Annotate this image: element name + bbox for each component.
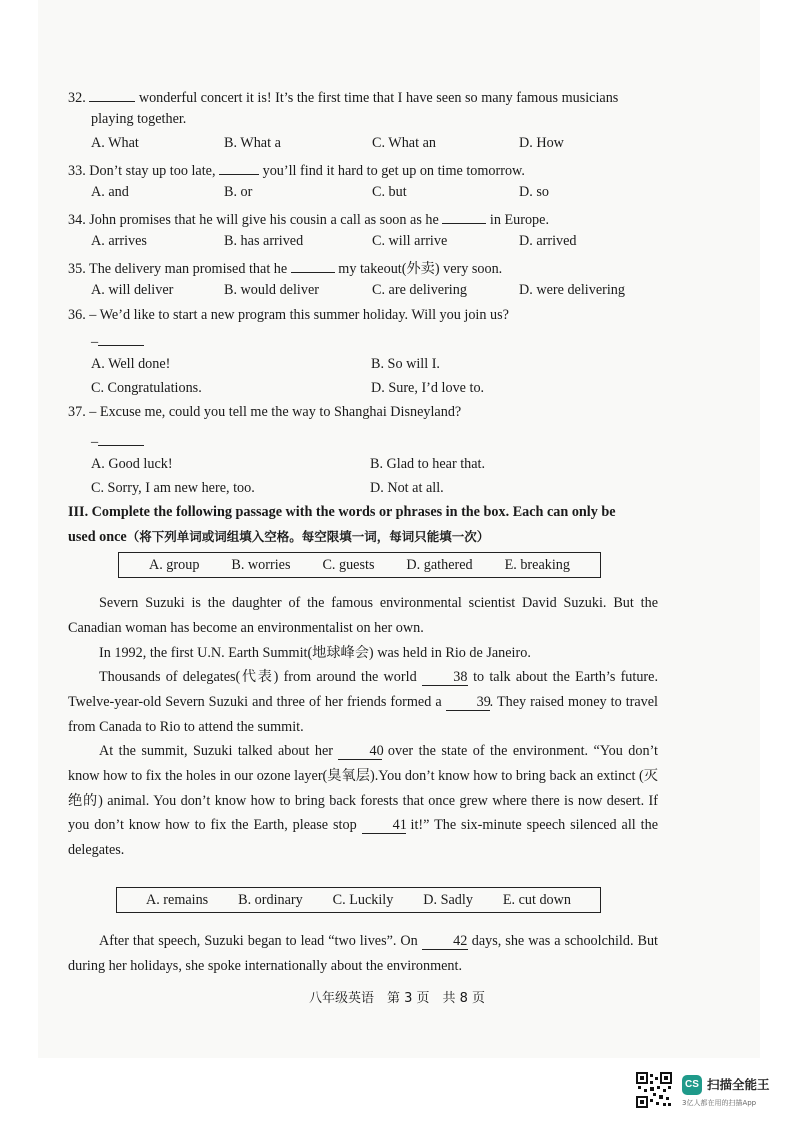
word-option: C. Luckily	[332, 891, 394, 908]
option-b: B. has arrived	[224, 233, 304, 249]
option-b: B. would deliver	[224, 282, 319, 298]
question-number: 33.	[68, 163, 86, 179]
question-number: 34.	[68, 212, 86, 228]
question-text: my takeout(外卖) very soon.	[334, 261, 503, 277]
option-a: A. Good luck!	[91, 456, 173, 472]
word-option: B. ordinary	[238, 891, 303, 908]
passage-text: . They raised money to travel from Canada to Rio to attend the summit.	[68, 693, 658, 735]
question-36	[68, 306, 509, 324]
blank-38: 38	[422, 670, 468, 686]
option-c: C. Congratulations.	[91, 380, 202, 396]
response-line	[91, 430, 144, 451]
option-d: D. Sure, I’d love to.	[371, 380, 485, 396]
option-b: B. or	[224, 184, 253, 200]
option-b: B. Glad to hear that.	[370, 456, 486, 472]
option-a: A. arrives	[91, 233, 147, 249]
question-text: Don’t stay up too late,	[85, 163, 220, 179]
question-35	[68, 257, 502, 278]
passage-text: to talk about the Earth’s future. Twelve-year-old Severn Suzuki and three of her friends formed a	[68, 669, 658, 710]
word-option: D. Sadly	[423, 891, 473, 908]
question-32-continued: playing together.	[91, 111, 187, 127]
option-a: A. will deliver	[91, 282, 174, 298]
qr-code-icon	[636, 1072, 672, 1108]
option-c: C. are delivering	[372, 282, 467, 298]
option-d: D. so	[519, 184, 549, 200]
section-instruction-cn: （将下列单词或词组填入空格。每空限填一词，每词只能填一次）	[126, 529, 490, 544]
question-text: in Europe.	[486, 212, 549, 228]
answer-blank	[98, 330, 144, 346]
passage-paragraph-4	[68, 739, 658, 863]
word-option: B. worries	[231, 556, 291, 573]
camscanner-logo: CS	[682, 1075, 702, 1095]
camscanner-tagline: 3亿人都在用的扫描App	[682, 1099, 757, 1107]
option-a: A. What	[91, 135, 139, 151]
question-34	[68, 208, 549, 229]
question-number: 35.	[68, 261, 86, 277]
option-d: D. arrived	[519, 233, 577, 249]
option-c: C. but	[372, 184, 407, 200]
response-line	[91, 330, 144, 351]
answer-blank	[89, 86, 135, 102]
word-option: E. cut down	[502, 891, 571, 908]
option-c: C. Sorry, I am new here, too.	[91, 480, 255, 496]
option-d: D. were delivering	[519, 282, 625, 298]
camscanner-name: 扫描全能王	[707, 1077, 770, 1092]
question-text: The delivery man promised that he	[85, 261, 291, 277]
blank-40: 40	[338, 744, 382, 760]
word-option: A. group	[148, 556, 200, 573]
passage-text: it!” The six-minute speech silenced all the delegates.	[68, 817, 658, 859]
option-b: B. So will I.	[371, 356, 440, 372]
section-heading-line2	[68, 528, 489, 546]
question-text: wonderful concert it is! It’s the first time that I have seen so many famous musicians	[135, 90, 619, 106]
blank-39: 39	[446, 695, 490, 711]
word-option: C. guests	[322, 556, 375, 573]
passage-paragraph-2: In 1992, the first U.N. Earth Summit(地球峰会) was held in Rio de Janeiro.	[99, 645, 531, 661]
question-number: 32.	[68, 90, 86, 106]
question-37	[68, 403, 461, 421]
question-text: – Excuse me, could you tell me the way to Shanghai Disneyland?	[85, 404, 462, 420]
answer-blank	[442, 208, 486, 224]
option-b: B. What a	[224, 135, 281, 151]
option-c: C. What an	[372, 135, 436, 151]
passage-text: Thousands of delegates(代表) from around the world	[99, 669, 422, 685]
question-text: – We’d like to start a new program this summer holiday. Will you join us?	[85, 307, 509, 323]
option-d: D. Not at all.	[370, 480, 444, 496]
option-a: A. Well done!	[91, 356, 171, 372]
blank-42: 42	[422, 934, 468, 950]
page-number: 八年级英语 第 3 页 共 8 页	[308, 991, 486, 1006]
question-number: 37.	[68, 404, 86, 420]
passage-text: At the summit, Suzuki talked about her	[99, 743, 339, 759]
section-heading: III. Complete the following passage with the words or phrases in the box. Each can only be	[68, 504, 616, 520]
question-text: John promises that he will give his cousin a call as soon as he	[85, 212, 443, 228]
word-option: A. remains	[145, 891, 209, 908]
option-a: A. and	[91, 184, 129, 200]
passage-paragraph-3	[68, 665, 658, 739]
question-33	[68, 159, 525, 180]
blank-41: 41	[362, 818, 406, 834]
dash: –	[91, 334, 99, 350]
question-number: 36.	[68, 307, 86, 323]
section-instruction-en: used once	[68, 529, 127, 545]
word-box-1	[118, 552, 601, 578]
word-option: E. breaking	[504, 556, 570, 573]
passage-text: After that speech, Suzuki began to lead “two lives”. On	[99, 933, 422, 949]
answer-blank	[291, 257, 335, 273]
word-option: D. gathered	[406, 556, 473, 573]
word-box-2	[116, 887, 601, 913]
passage-paragraph-5	[68, 929, 658, 979]
page-footer	[0, 987, 794, 1006]
answer-blank	[98, 430, 144, 446]
passage-paragraph-1: Severn Suzuki is the daughter of the famous environmental scientist David Suzuki. But the Canadian woman has become an environmentalist on her own.	[68, 595, 658, 636]
option-c: C. will arrive	[372, 233, 448, 249]
question-text: you’ll find it hard to get up on time tomorrow.	[259, 163, 525, 179]
dash: –	[91, 434, 99, 450]
passage-text: over the state of the environment. “You don’t know how to fix the holes in our ozone layer(臭氧层).You don’t know how to bring back an extinct (灭绝的) animal. You don’t know how to bring back forests that once grew where there is now desert. If you don’t know how to fix the Earth, please stop	[68, 743, 658, 834]
passage-text: days, she was a schoolchild. But during her holidays, she spoke internationally about the environment.	[68, 933, 658, 974]
option-d: D. How	[519, 135, 564, 151]
question-32	[68, 86, 618, 107]
answer-blank	[219, 159, 259, 175]
